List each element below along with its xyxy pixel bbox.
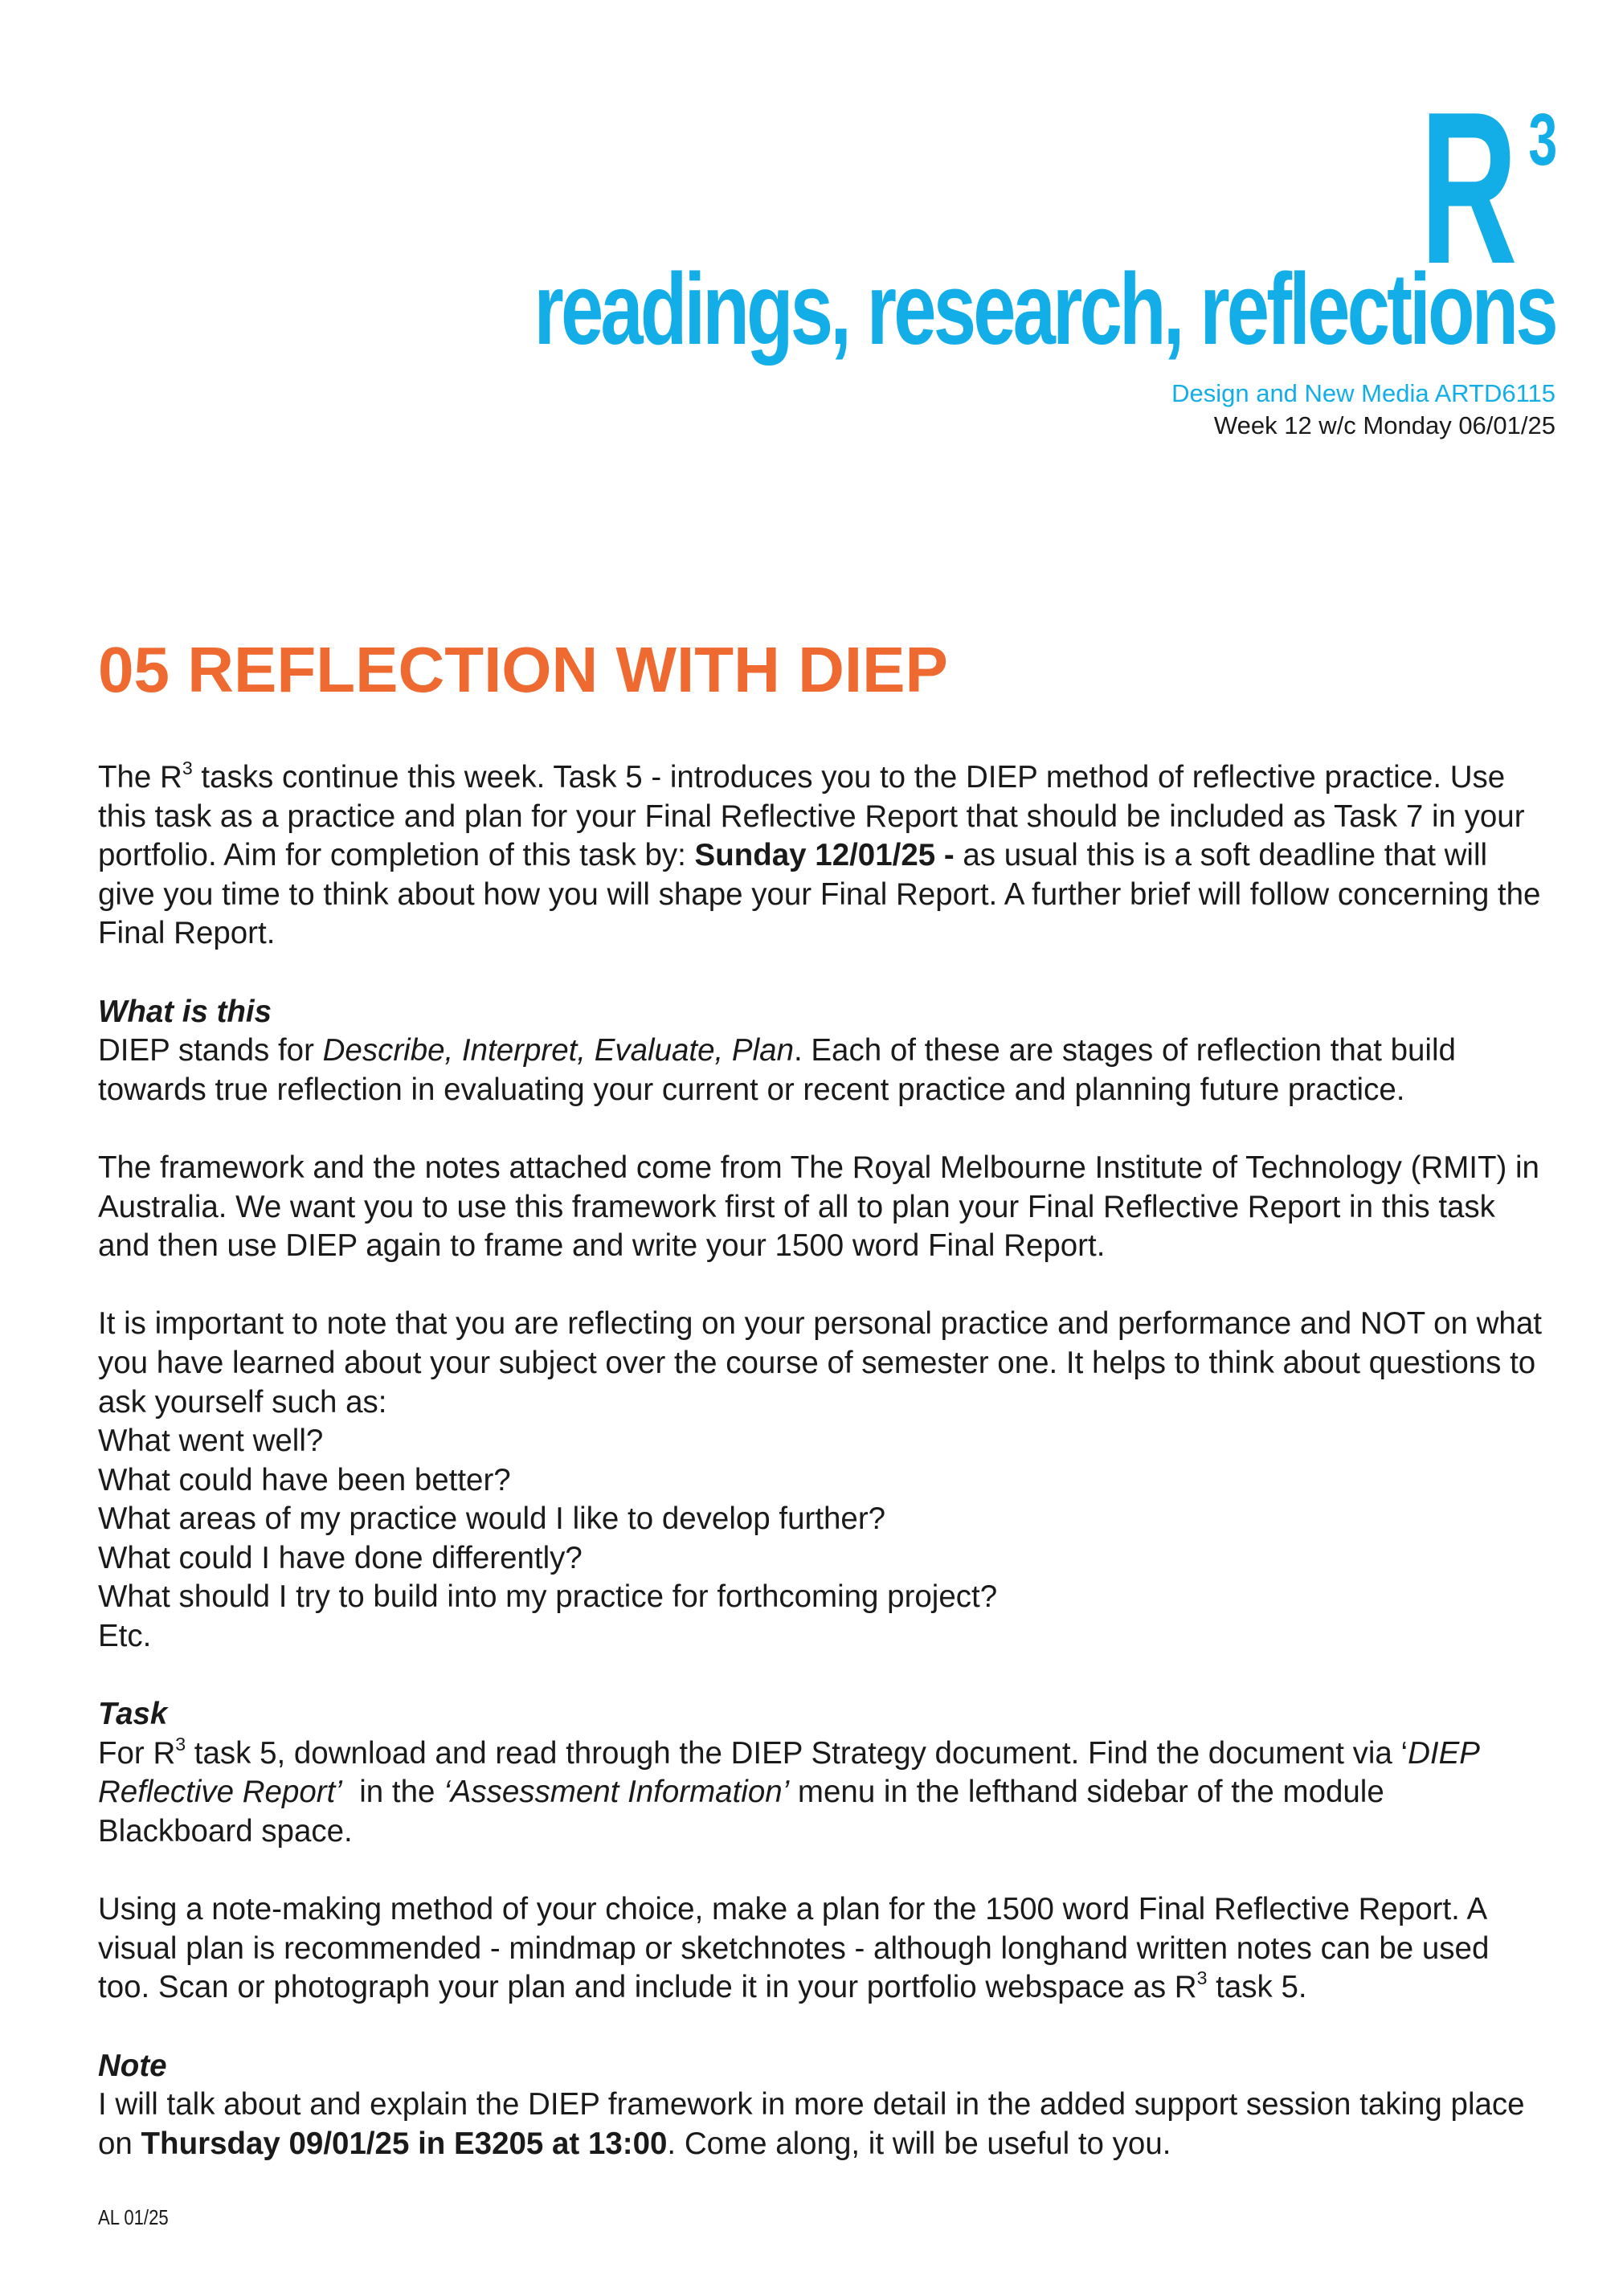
- question-item: What areas of my practice would I like to develop further?: [98, 1501, 886, 1537]
- task-text-3: in the: [341, 1775, 444, 1810]
- plan-text-1: Using a note-making method of your choice, make a plan for the 1500 word Final Reflective Report. A visual plan is recommended - mindmap or sketchnotes - although longhand written notes can be used too. Scan or photograph your plan and include it in your portfolio webspace as R: [98, 1892, 1490, 2005]
- what-is-this-text-2: . Each of these are stages of reflection that build towards true reflection in evaluating your current or recent practice and planning future practice.: [98, 1033, 1456, 1107]
- important-section: [98, 1305, 1544, 1656]
- task-superscript: 3: [175, 1733, 186, 1755]
- note-heading: Note: [98, 2048, 167, 2083]
- intro-superscript: 3: [182, 757, 193, 778]
- question-item: What could I have done differently?: [98, 1540, 583, 1575]
- document-body: [98, 758, 1544, 2163]
- plan-paragraph: [98, 1890, 1544, 2008]
- task-text-4: menu in the lefthand sidebar of the module Blackboard space.: [98, 1775, 1384, 1849]
- intro-text-2: tasks continue this week. Task 5 - introduces you to the DIEP method of reflective practice. Use this task as a practice and plan for your Final Reflective Report that should be included as Task 7 in your portfolio. Aim for completion of this task by:: [98, 760, 1525, 873]
- diep-expansion: Describe, Interpret, Evaluate, Plan: [322, 1033, 794, 1068]
- framework-paragraph: The framework and the notes attached come from The Royal Melbourne Institute of Technology (RMIT) in Australia. We want you to use this framework first of all to plan your Final Reflective Report in this task and then use DIEP again to frame and write your 1500 word Final Report.: [98, 1150, 1539, 1264]
- intro-text-3: as usual this is a soft deadline that will give you time to think about how you will shape your Final Report. A further brief will follow concerning the Final Report.: [98, 838, 1541, 951]
- page-title: 05 REFLECTION WITH DIEP: [98, 634, 948, 705]
- course-name: Design and New Media ARTD6115: [1171, 379, 1556, 407]
- r3-logo: [1396, 67, 1557, 309]
- question-item: Etc.: [98, 1619, 152, 1654]
- intro-text-1: The R: [98, 760, 182, 795]
- task-italic-link-name: DIEP Reflective Report’: [98, 1735, 1479, 1810]
- task-text-2: task 5, download and read through the DIEP Strategy document. Find the document via ‘: [186, 1735, 1408, 1771]
- question-item: What should I try to build into my practice for forthcoming project?: [98, 1579, 998, 1615]
- week-date: Week 12 w/c Monday 06/01/25: [1213, 411, 1556, 439]
- plan-superscript: 3: [1196, 1967, 1208, 1989]
- logo-letter: R: [1420, 67, 1515, 309]
- important-text: It is important to note that you are reflecting on your personal practice and performance and NOT on what you have learned about your subject over the course of semester one. It helps to think about questions to ask yourself such as:: [98, 1306, 1542, 1420]
- note-section: [98, 2047, 1544, 2164]
- note-text-1: I will talk about and explain the DIEP framework in more detail in the added support session taking place on: [98, 2087, 1525, 2161]
- task-italic-menu-name: ‘Assessment Information’: [444, 1775, 790, 1810]
- note-text-2: . Come along, it will be useful to you.: [667, 2126, 1171, 2161]
- tagline: readings, research, reflections: [534, 252, 1556, 366]
- task-section: [98, 1695, 1544, 1851]
- what-is-this-text-1: DIEP stands for: [98, 1033, 323, 1068]
- what-is-this-section: [98, 993, 1544, 1110]
- intro-paragraph: [98, 758, 1544, 954]
- task-text-1: For R: [98, 1735, 176, 1771]
- logo-superscript: 3: [1528, 99, 1557, 181]
- footer-code: AL 01/25: [98, 2205, 169, 2229]
- question-item: What went well?: [98, 1424, 324, 1459]
- question-item: What could have been better?: [98, 1462, 511, 1497]
- deadline: Sunday 12/01/25 -: [694, 838, 955, 873]
- what-is-this-heading: What is this: [98, 994, 272, 1029]
- task-heading: Task: [98, 1697, 168, 1732]
- session-details: Thursday 09/01/25 in E3205 at 13:00: [141, 2126, 668, 2161]
- plan-text-2: task 5.: [1207, 1970, 1307, 2005]
